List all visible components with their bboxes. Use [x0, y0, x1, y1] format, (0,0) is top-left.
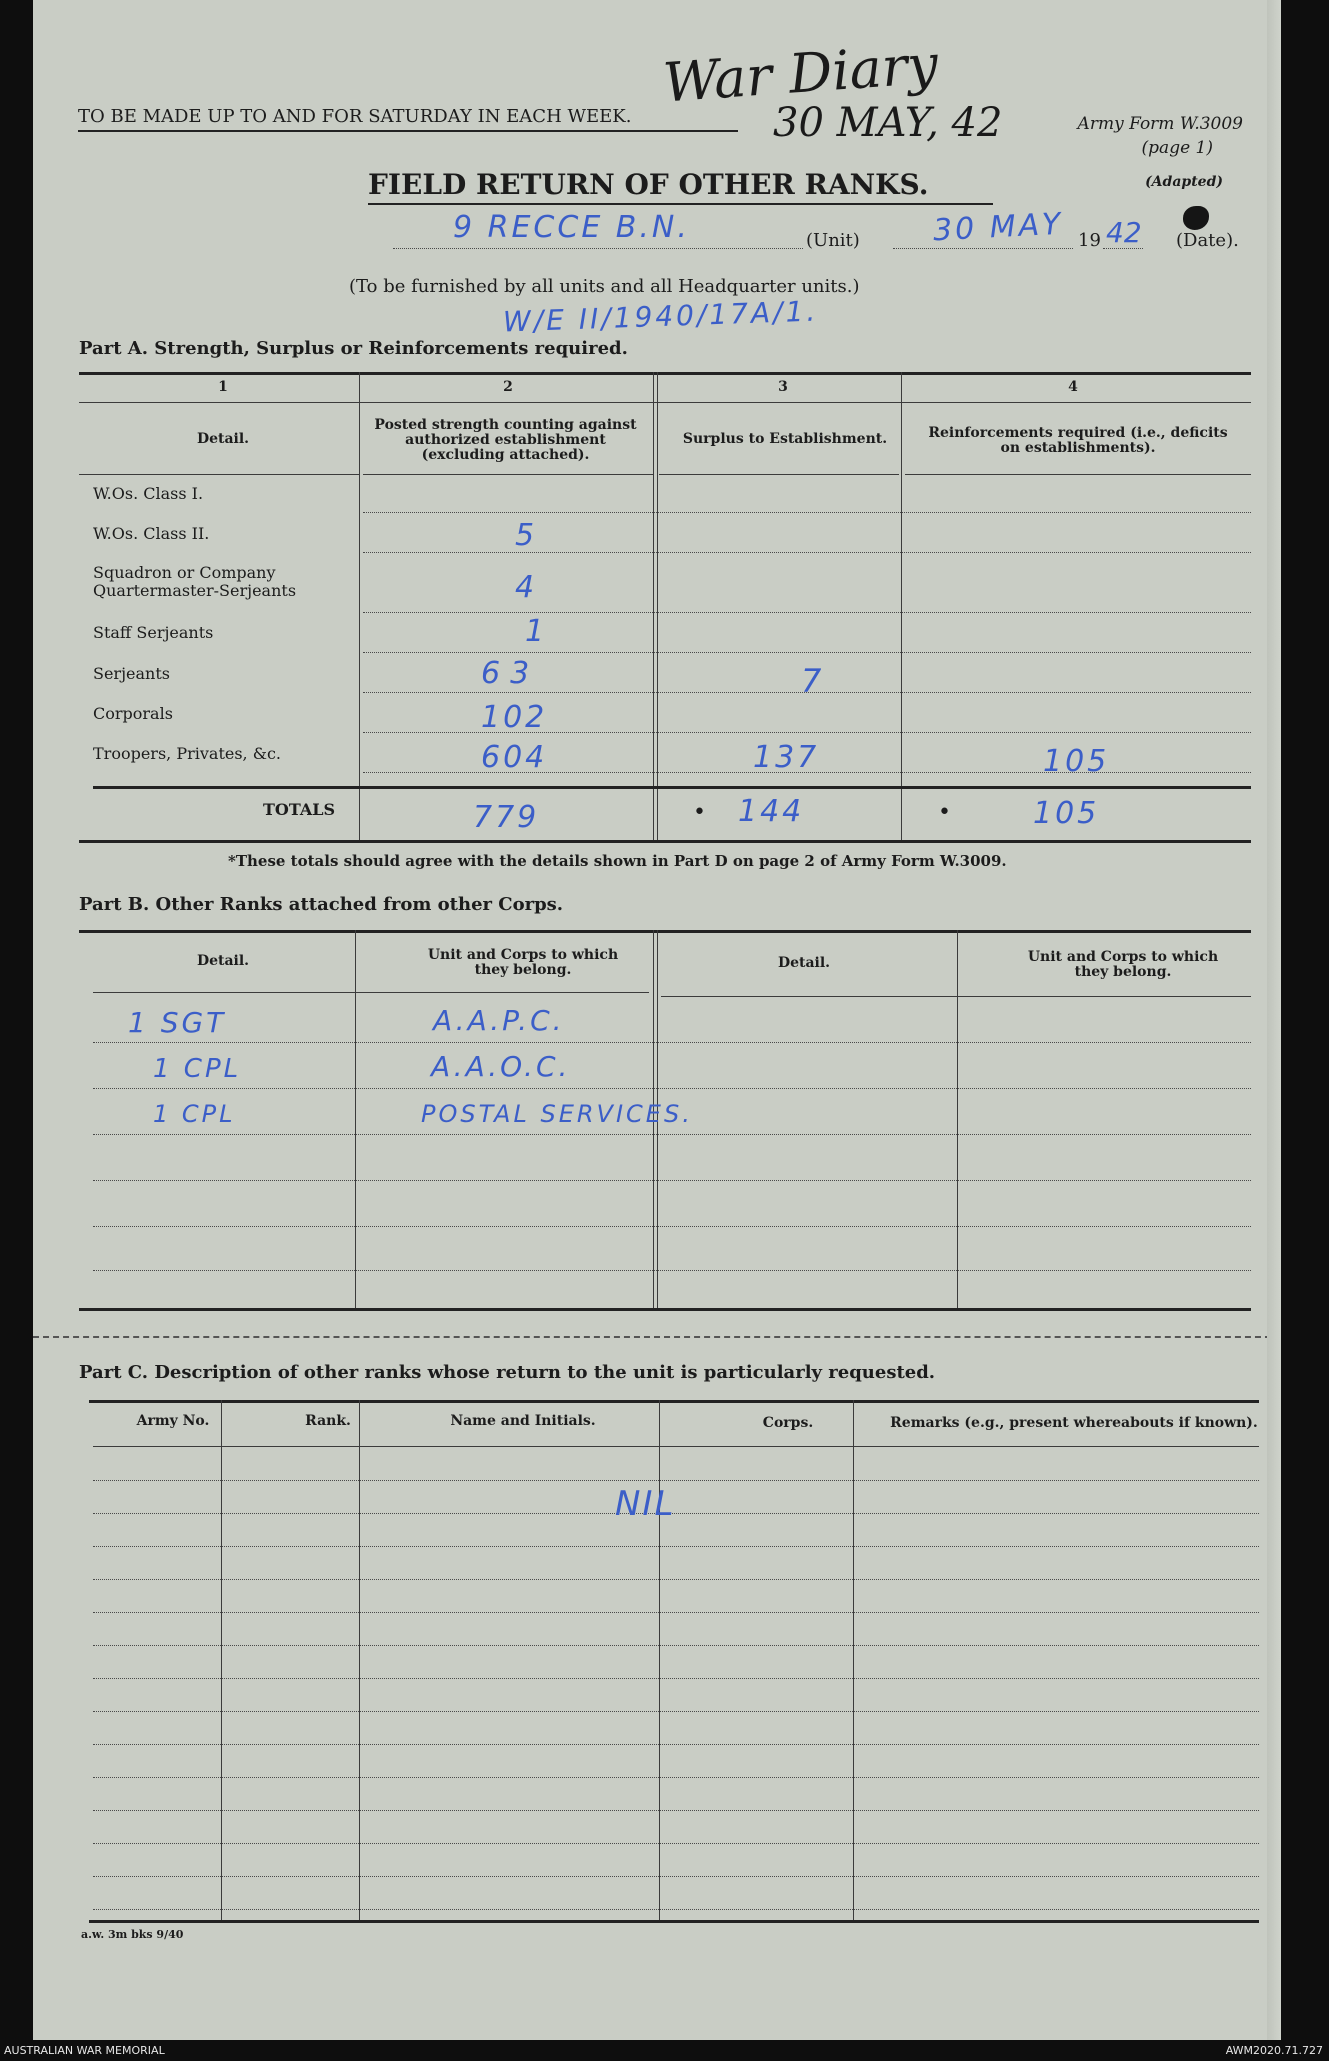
part-b-bottom-rule	[79, 1308, 1251, 1311]
establishment-ref: W/E II/1940/17A/1.	[502, 294, 819, 339]
totals-posted: 779	[473, 800, 540, 835]
part-c-row-rule	[93, 1744, 1259, 1745]
part-b-corps-3: POSTAL SERVICES.	[421, 1100, 693, 1128]
header-rule-reinforcements	[905, 474, 1251, 475]
part-c-bottom-rule	[89, 1920, 1259, 1923]
col-number-2: 2	[503, 379, 513, 395]
cut-line	[33, 1336, 1281, 1338]
totals-surplus: 144	[738, 794, 805, 829]
unit-value: 9 RECCE B.N.	[453, 210, 690, 245]
value-posted-cpl: 102	[481, 700, 548, 735]
form-title-underline	[368, 203, 993, 205]
row-rule	[363, 612, 1251, 613]
part-b-row-rule	[93, 1270, 1251, 1271]
row-label-serjeants: Serjeants	[93, 664, 170, 683]
part-b-corps-1: A.A.P.C.	[433, 1004, 565, 1037]
part-c-row-rule	[93, 1546, 1259, 1547]
part-c-row-rule	[93, 1480, 1259, 1481]
archive-footer-right: AWM2020.71.727	[1225, 2044, 1323, 2057]
unit-dotted-line	[393, 248, 803, 249]
part-b-vline-3	[957, 930, 958, 1310]
year-dotted-line	[1103, 248, 1143, 249]
part-b-detail-3: 1 CPL	[153, 1100, 236, 1128]
col-number-rule	[79, 402, 1251, 403]
part-c-header-army-no: Army No.	[136, 1413, 210, 1429]
part-c-header-rule	[93, 1446, 1259, 1447]
part-c-row-rule	[93, 1711, 1259, 1712]
part-a-header-detail: Detail.	[196, 431, 250, 447]
value-posted-sjt: 63	[481, 656, 540, 691]
header-rule-posted	[363, 474, 653, 475]
part-a-header-surplus: Surplus to Establishment.	[682, 431, 888, 447]
part-b-heading: Part B. Other Ranks attached from other Corps.	[79, 894, 564, 915]
value-posted-cqms: 4	[515, 570, 538, 605]
handwritten-title: War Diary	[661, 32, 940, 115]
totals-label: TOTALS	[263, 800, 336, 819]
part-b-detail-1: 1 SGT	[128, 1006, 227, 1039]
part-a-vline-1	[359, 372, 360, 842]
part-b-corps-2: A.A.O.C.	[431, 1050, 571, 1083]
row-rule	[363, 652, 1251, 653]
totals-reinforcements: 105	[1033, 796, 1100, 831]
part-b-header-detail-1: Detail.	[196, 953, 250, 969]
part-b-vline-1	[355, 930, 356, 1310]
part-b-row-rule	[93, 1088, 1251, 1089]
year-value: 42	[1106, 216, 1142, 249]
part-c-row-rule	[93, 1876, 1259, 1877]
col-number-3: 3	[778, 379, 788, 395]
part-c-header-rank: Rank.	[305, 1413, 351, 1429]
value-posted-troopers: 604	[481, 740, 548, 775]
part-c-header-remarks: Remarks (e.g., present whereabouts if known).	[890, 1415, 1258, 1431]
unit-label: (Unit)	[806, 230, 860, 251]
part-b-header-rule	[93, 992, 649, 993]
date-dotted-line	[893, 248, 1073, 249]
header-rule-surplus	[659, 474, 899, 475]
part-b-top-rule	[79, 930, 1251, 933]
part-c-row-rule	[93, 1777, 1259, 1778]
date-label: (Date).	[1176, 230, 1239, 251]
row-label-wo-class-2: W.Os. Class II.	[93, 524, 210, 543]
col-number-1: 1	[218, 379, 228, 395]
row-label-staff-serjeants: Staff Serjeants	[93, 623, 214, 642]
handwritten-week: 30 MAY, 42	[773, 100, 1003, 146]
part-c-row-rule	[93, 1612, 1259, 1613]
form-sheet	[33, 0, 1281, 2040]
part-b-header-detail-2: Detail.	[777, 955, 831, 971]
archive-footer-left: AUSTRALIAN WAR MEMORIAL	[4, 2044, 165, 2057]
totals-top-rule	[93, 786, 1251, 789]
instruction-text: TO BE MADE UP TO AND FOR SATURDAY IN EACH WEEK.	[78, 106, 632, 127]
value-surplus-sjt: 7	[801, 662, 825, 700]
date-value: 30 MAY	[932, 206, 1065, 249]
part-a-heading: Part A. Strength, Surplus or Reinforcements required.	[79, 338, 628, 359]
col-number-4: 4	[1068, 379, 1078, 395]
part-c-top-rule	[89, 1400, 1259, 1403]
part-a-bottom-rule	[79, 840, 1251, 843]
part-c-row-rule	[93, 1513, 1259, 1514]
instruction-underline	[78, 130, 738, 132]
row-label-wo-class-1: W.Os. Class I.	[93, 484, 204, 503]
part-c-header-name: Name and Initials.	[450, 1413, 596, 1429]
part-c-heading: Part C. Description of other ranks whose return to the unit is particularly requested.	[79, 1362, 936, 1383]
year-prefix: 19	[1078, 230, 1101, 251]
part-c-row-rule	[93, 1579, 1259, 1580]
part-b-row-rule	[93, 1180, 1251, 1181]
totals-surplus-marker: •	[693, 800, 706, 825]
part-a-header-reinforcements: Reinforcements required (i.e., deficits on establishments).	[928, 425, 1228, 456]
header-rule-detail	[79, 474, 359, 475]
part-c-entry: NIL	[615, 1484, 676, 1524]
part-b-detail-2: 1 CPL	[153, 1054, 242, 1084]
value-reinf-troopers: 105	[1043, 744, 1110, 779]
part-a-header-posted: Posted strength counting against authorized establishment (excluding attached).	[374, 417, 637, 463]
part-c-row-rule	[93, 1678, 1259, 1679]
part-a-top-rule	[79, 372, 1251, 375]
furnished-note: (To be furnished by all units and all Headquarter units.)	[349, 276, 860, 297]
form-title: FIELD RETURN OF OTHER RANKS.	[368, 168, 929, 201]
totals-reinf-marker: •	[938, 800, 951, 825]
page-ref: (page 1)	[1141, 138, 1213, 158]
part-a-footnote: *These totals should agree with the details shown in Part D on page 2 of Army Form W.3009.	[228, 852, 1007, 870]
part-b-header-rule	[661, 996, 1251, 997]
value-posted-wo2: 5	[515, 518, 538, 553]
form-number: Army Form W.3009	[1077, 114, 1243, 134]
part-c-row-rule	[93, 1843, 1259, 1844]
part-c-row-rule	[93, 1909, 1259, 1910]
part-b-header-corps-2: Unit and Corps to which they belong.	[1027, 949, 1219, 980]
paper-tear	[1183, 206, 1209, 230]
adapted-label: (Adapted)	[1145, 174, 1223, 190]
row-label-troopers: Troopers, Privates, &c.	[93, 744, 282, 763]
archive-footer	[0, 2040, 1329, 2061]
row-label-corporals: Corporals	[93, 704, 173, 723]
part-c-row-rule	[93, 1645, 1259, 1646]
row-rule	[363, 512, 1251, 513]
value-posted-staff-sjt: 1	[525, 614, 548, 649]
value-surplus-troopers: 137	[753, 740, 820, 775]
part-b-row-rule	[93, 1134, 1251, 1135]
part-b-row-rule	[93, 1042, 1251, 1043]
part-b-header-corps-1: Unit and Corps to which they belong.	[427, 947, 619, 978]
print-code: a.w. 3m bks 9/40	[81, 1928, 184, 1941]
row-rule	[363, 552, 1251, 553]
part-c-row-rule	[93, 1810, 1259, 1811]
part-b-row-rule	[93, 1226, 1251, 1227]
row-label-cqms: Squadron or Company Quartermaster-Serjeants	[93, 563, 297, 600]
part-c-header-corps: Corps.	[762, 1415, 814, 1431]
